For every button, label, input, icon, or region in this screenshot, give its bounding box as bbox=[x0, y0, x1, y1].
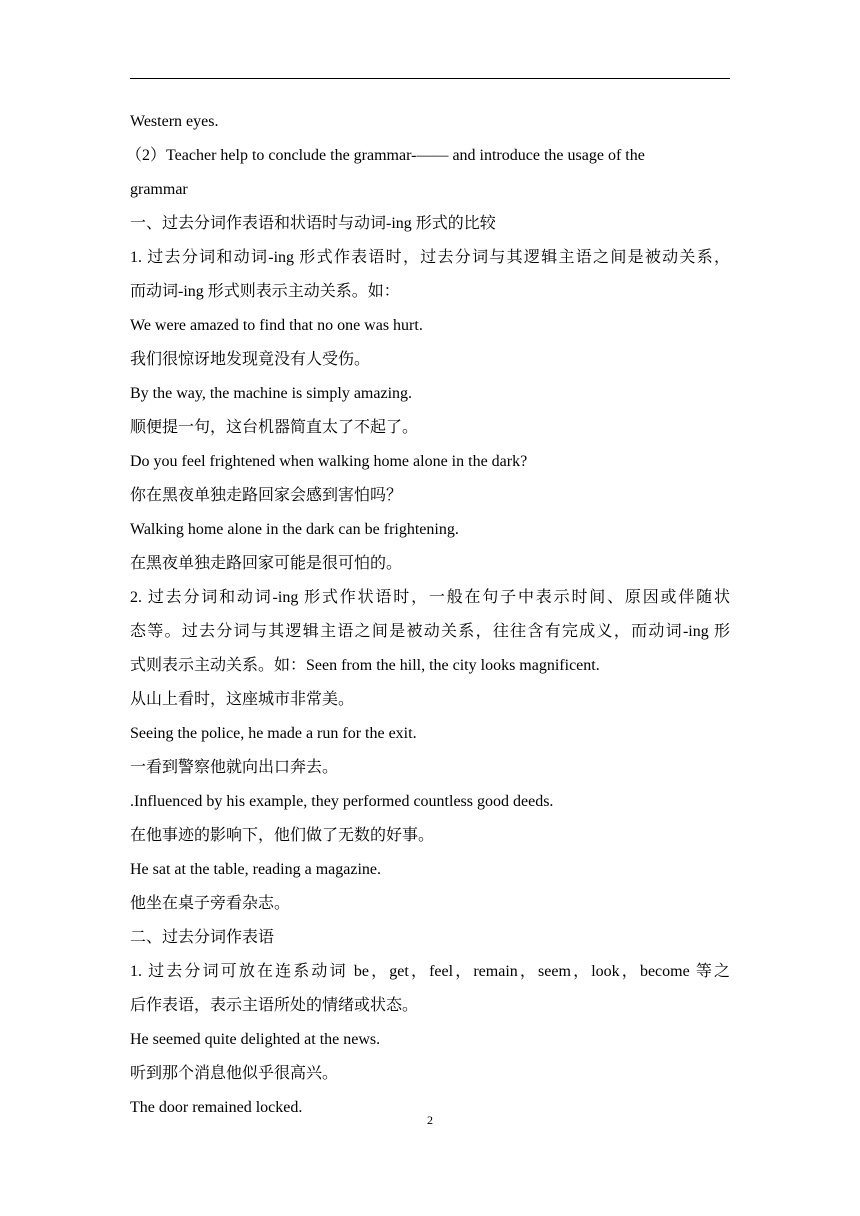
text-line: 式则表示主动关系。如：Seen from the hill, the city looks magnificent. bbox=[130, 657, 600, 674]
text-line: 在他事迹的影响下，他们做了无数的好事。 bbox=[130, 827, 435, 844]
text-line: 我们很惊讶地发现竟没有人受伤。 bbox=[130, 351, 371, 368]
text-line: 一、过去分词作表语和状语时与动词-ing 形式的比较 bbox=[130, 215, 496, 232]
text-line: By the way, the machine is simply amazing. bbox=[130, 385, 413, 402]
text-line: .Influenced by his example, they performed countless good deeds. bbox=[130, 793, 554, 810]
text-line: 他坐在桌子旁看杂志。 bbox=[130, 895, 291, 912]
text-line: 顺便提一句，这台机器简直太了不起了。 bbox=[130, 419, 419, 436]
text-line: （2）Teacher help to conclude the grammar-—— and introduce the usage of the bbox=[126, 147, 645, 164]
text-line: Walking home alone in the dark can be frightening. bbox=[130, 521, 459, 538]
text-line: grammar bbox=[130, 181, 188, 198]
page-number: 2 bbox=[427, 1113, 433, 1127]
text-line: We were amazed to find that no one was hurt. bbox=[130, 317, 423, 334]
text-line: 你在黑夜单独走路回家会感到害怕吗？ bbox=[130, 487, 403, 504]
text-line: Do you feel frightened when walking home alone in the dark? bbox=[130, 453, 528, 470]
text-line: 后作表语，表示主语所处的情绪或状态。 bbox=[130, 997, 419, 1014]
text-line: 听到那个消息他似乎很高兴。 bbox=[130, 1065, 339, 1082]
text-line: He seemed quite delighted at the news. bbox=[130, 1031, 381, 1048]
text-line: 态等。过去分词与其逻辑主语之间是被动关系，往往含有完成义，而动词-ing 形 bbox=[130, 623, 730, 640]
text-line: Seeing the police, he made a run for the exit. bbox=[130, 725, 417, 742]
text-line: The door remained locked. bbox=[130, 1099, 303, 1116]
text-line: 而动词-ing 形式则表示主动关系。如： bbox=[130, 283, 400, 300]
text-line: 二、过去分词作表语 bbox=[130, 929, 275, 946]
text-line: 1. 过去分词和动词-ing 形式作表语时，过去分词与其逻辑主语之间是被动关系， bbox=[130, 249, 730, 266]
header-rule bbox=[130, 78, 730, 79]
document-body bbox=[126, 105, 730, 1125]
text-line: Western eyes. bbox=[130, 113, 219, 130]
text-line: He sat at the table, reading a magazine. bbox=[130, 861, 381, 878]
text-line: 从山上看时，这座城市非常美。 bbox=[130, 691, 355, 708]
text-line: 2. 过去分词和动词-ing 形式作状语时，一般在句子中表示时间、原因或伴随状 bbox=[130, 589, 730, 606]
text-line: 1. 过去分词可放在连系动词 be，get，feel，remain，seem，look，become 等之 bbox=[130, 963, 730, 980]
text-line: 在黑夜单独走路回家可能是很可怕的。 bbox=[130, 555, 403, 572]
text-line: 一看到警察他就向出口奔去。 bbox=[130, 759, 339, 776]
